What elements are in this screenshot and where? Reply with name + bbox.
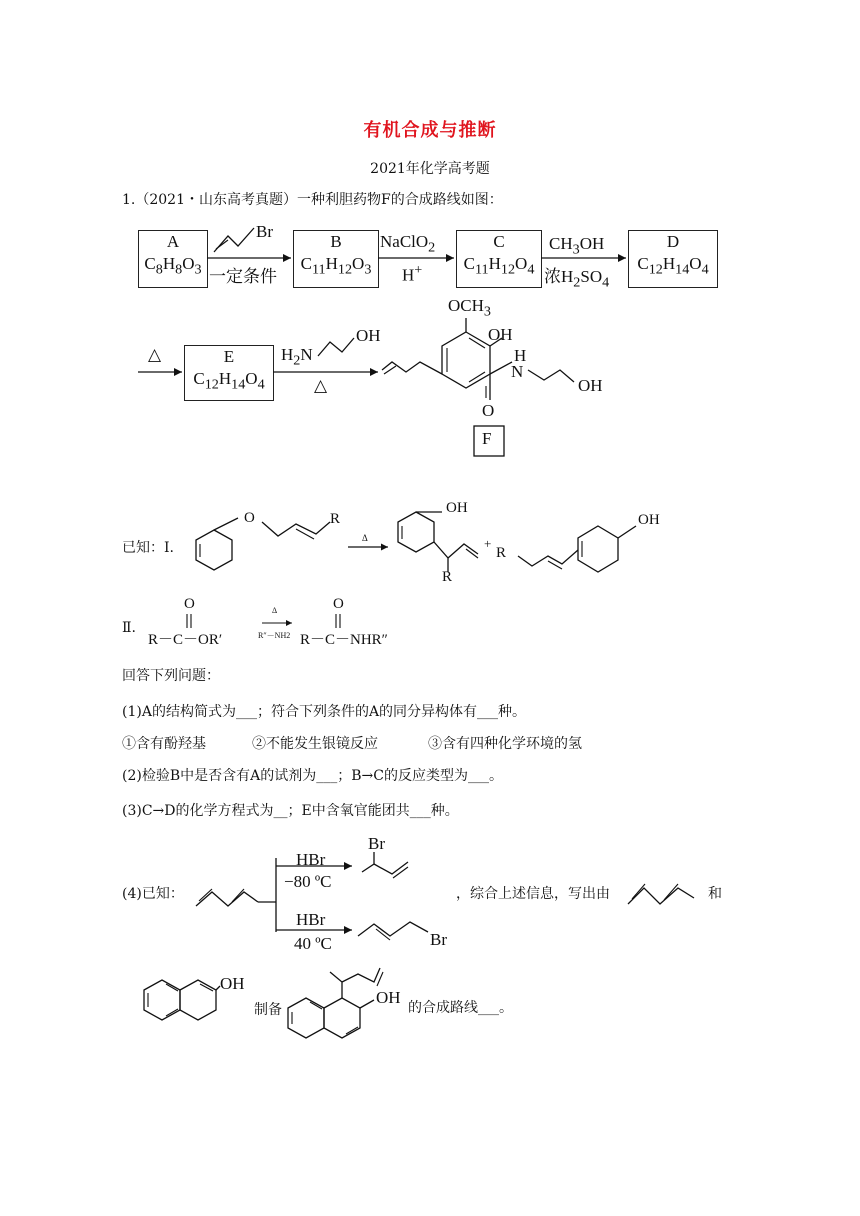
known-intro: 已知：Ⅰ. <box>122 540 174 556</box>
box-a-label: A <box>166 232 180 251</box>
k1-delta: Δ <box>362 533 368 543</box>
q4-tail: 的合成路线___。 <box>408 1000 513 1016</box>
label-och3: $OCH_3$ <box>448 296 491 320</box>
question-intro: 1.（2021・山东高考真题）一种利胆药物F的合成路线如图： <box>122 192 503 208</box>
box-c-label: C <box>493 232 505 251</box>
k2-rhs: R－C－NHR″ <box>300 632 388 648</box>
q4-br-1: Br <box>368 834 385 853</box>
q4-naphthol-oh: OH <box>220 974 245 993</box>
k1-r: R <box>330 511 341 527</box>
q4-prefix: (4)已知： <box>122 886 184 902</box>
q4-temp-2: 40 ºC <box>294 934 332 953</box>
box-b-formula: $C_{11}H_{12}O_3$ <box>300 254 372 278</box>
label-n: N <box>511 362 524 381</box>
k1-oh: OH <box>446 500 468 516</box>
k2-o1: O <box>184 596 195 612</box>
k2-reagent: R″－NH2 <box>258 631 291 640</box>
q1-condition-2: ②不能发生银镜反应 <box>252 736 378 752</box>
k2-o2: O <box>333 596 344 612</box>
reagent-ch3oh: $CH_3OH$ <box>549 234 605 258</box>
q4-mid-text: ，综合上述信息，写出由 <box>456 886 610 902</box>
reagent-naclo2: NaClO$_2$ <box>380 232 436 256</box>
box-e-formula: $C_{12}H_{14}O_4$ <box>193 369 265 393</box>
k1-ether-o: O <box>244 510 255 526</box>
label-nh-h: H <box>514 346 527 365</box>
q4-product-oh: OH <box>376 988 401 1007</box>
q4-hbr-1: HBr <box>296 850 326 869</box>
label-oh-terminal: OH <box>578 376 603 395</box>
q1-condition-3: ③含有四种化学环境的氢 <box>428 736 582 752</box>
k1-oh2: OH <box>638 512 660 528</box>
page-title: 有机合成与推断 <box>363 120 497 141</box>
k1-r2: R <box>442 569 453 585</box>
k1-plus: + <box>484 536 492 551</box>
reagent-h2n: $H_2N$ <box>281 345 313 369</box>
known2-number: Ⅱ. <box>122 620 136 636</box>
k2-delta: Δ <box>272 606 278 615</box>
box-e-label: E <box>223 347 235 366</box>
label-carbonyl-o: O <box>482 401 495 420</box>
box-c-formula: $C_{11}H_{12}O_4$ <box>463 254 535 278</box>
reagent-condition: 一定条件 <box>209 267 277 286</box>
k1-r3: R <box>496 545 507 561</box>
box-f-label: F <box>482 429 492 448</box>
page-subtitle: 2021年化学高考题 <box>370 161 490 177</box>
q4-and: 和 <box>708 886 722 902</box>
box-d-formula: $C_{12}H_{14}O_4$ <box>637 254 709 278</box>
box-b-label: B <box>330 232 342 251</box>
q1-condition-1: ①含有酚羟基 <box>122 736 206 752</box>
q4-prepare: 制备 <box>254 1002 282 1018</box>
question-3: (3)C→D的化学方程式为__；E中含氧官能团共___种。 <box>122 803 459 819</box>
reagent-h2so4: 浓$H_2SO_4$ <box>544 267 610 291</box>
delta-d-to-e: △ <box>148 345 162 364</box>
question-1: (1)A的结构简式为___；符合下列条件的A的同分异构体有___种。 <box>122 704 527 720</box>
q4-temp-1: −80 ºC <box>284 872 332 891</box>
delta-e-to-f: △ <box>314 376 328 395</box>
reagent-ethanolamine-oh: OH <box>356 326 381 345</box>
answer-prompt: 回答下列问题： <box>122 668 220 684</box>
k2-lhs: R－C－OR′ <box>148 632 223 648</box>
reagent-h-plus: H+ <box>402 262 423 285</box>
box-a-formula: $C_8H_8O_3$ <box>144 254 202 278</box>
label-phenol-oh: OH <box>488 325 513 344</box>
box-d-label: D <box>666 232 680 251</box>
q4-br-2: Br <box>430 930 447 949</box>
question-2: (2)检验B中是否含有A的试剂为___；B→C的反应类型为___。 <box>122 768 503 784</box>
reagent-br: Br <box>256 222 273 241</box>
q4-hbr-2: HBr <box>296 910 326 929</box>
